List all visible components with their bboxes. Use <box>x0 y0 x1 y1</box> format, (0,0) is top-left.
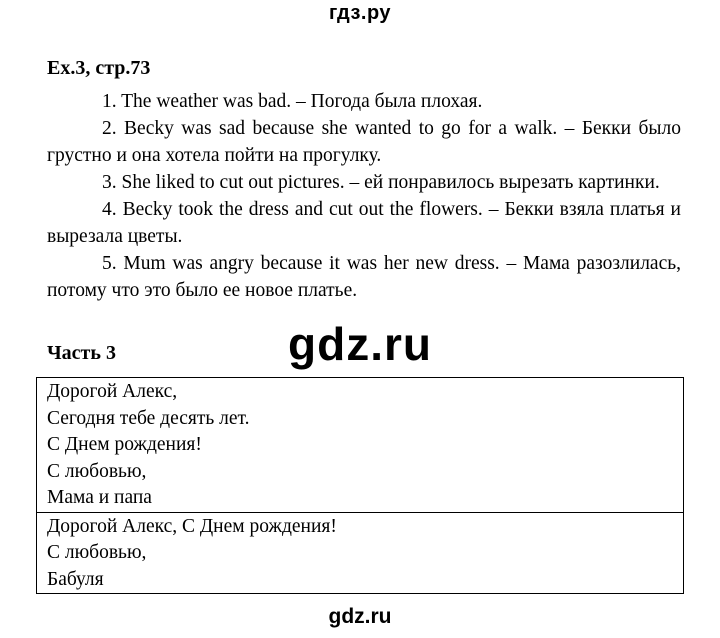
answer-item: 1. The weather was bad. – Погода была плохая. <box>102 91 483 112</box>
answer-item: 5. Mum was angry because it was her new dress. – Мама разозлилась, потому что это было ее новое платье. <box>47 253 681 301</box>
answer-item: 3. She liked to cut out pictures. – ей понравилось вырезать картинки. <box>102 172 660 193</box>
greeting-card <box>37 512 683 594</box>
card-line: Дорогой Алекс, С Днем рождения! <box>47 515 337 537</box>
part-title: Часть 3 <box>47 342 116 364</box>
card-line: Мама и папа <box>47 487 152 508</box>
card-line: Дорогой Алекс, <box>47 381 178 402</box>
card-line: С любовью, <box>47 460 147 482</box>
answers-list <box>47 88 681 304</box>
card-line: Бабуля <box>47 568 104 590</box>
answer-item: 2. Becky was sad because she wanted to go for a walk. – Бекки было грустно и она хотела пойти на прогулку. <box>47 118 681 166</box>
card-line: С любовью, <box>47 542 147 563</box>
card-line: С Днем рождения! <box>47 434 202 455</box>
exercise-title: Ex.3, стр.73 <box>47 57 151 79</box>
site-footer: gdz.ru <box>328 605 392 628</box>
site-header: гдз.ру <box>328 2 392 24</box>
answer-item: 4. Becky took the dress and cut out the flowers. – Бекки взяла платья и вырезала цветы. <box>47 199 681 247</box>
greeting-cards-table <box>36 377 684 594</box>
card-line: Сегодня тебе десять лет. <box>47 407 250 429</box>
greeting-card <box>37 378 683 512</box>
watermark: gdz.ru <box>288 318 432 370</box>
